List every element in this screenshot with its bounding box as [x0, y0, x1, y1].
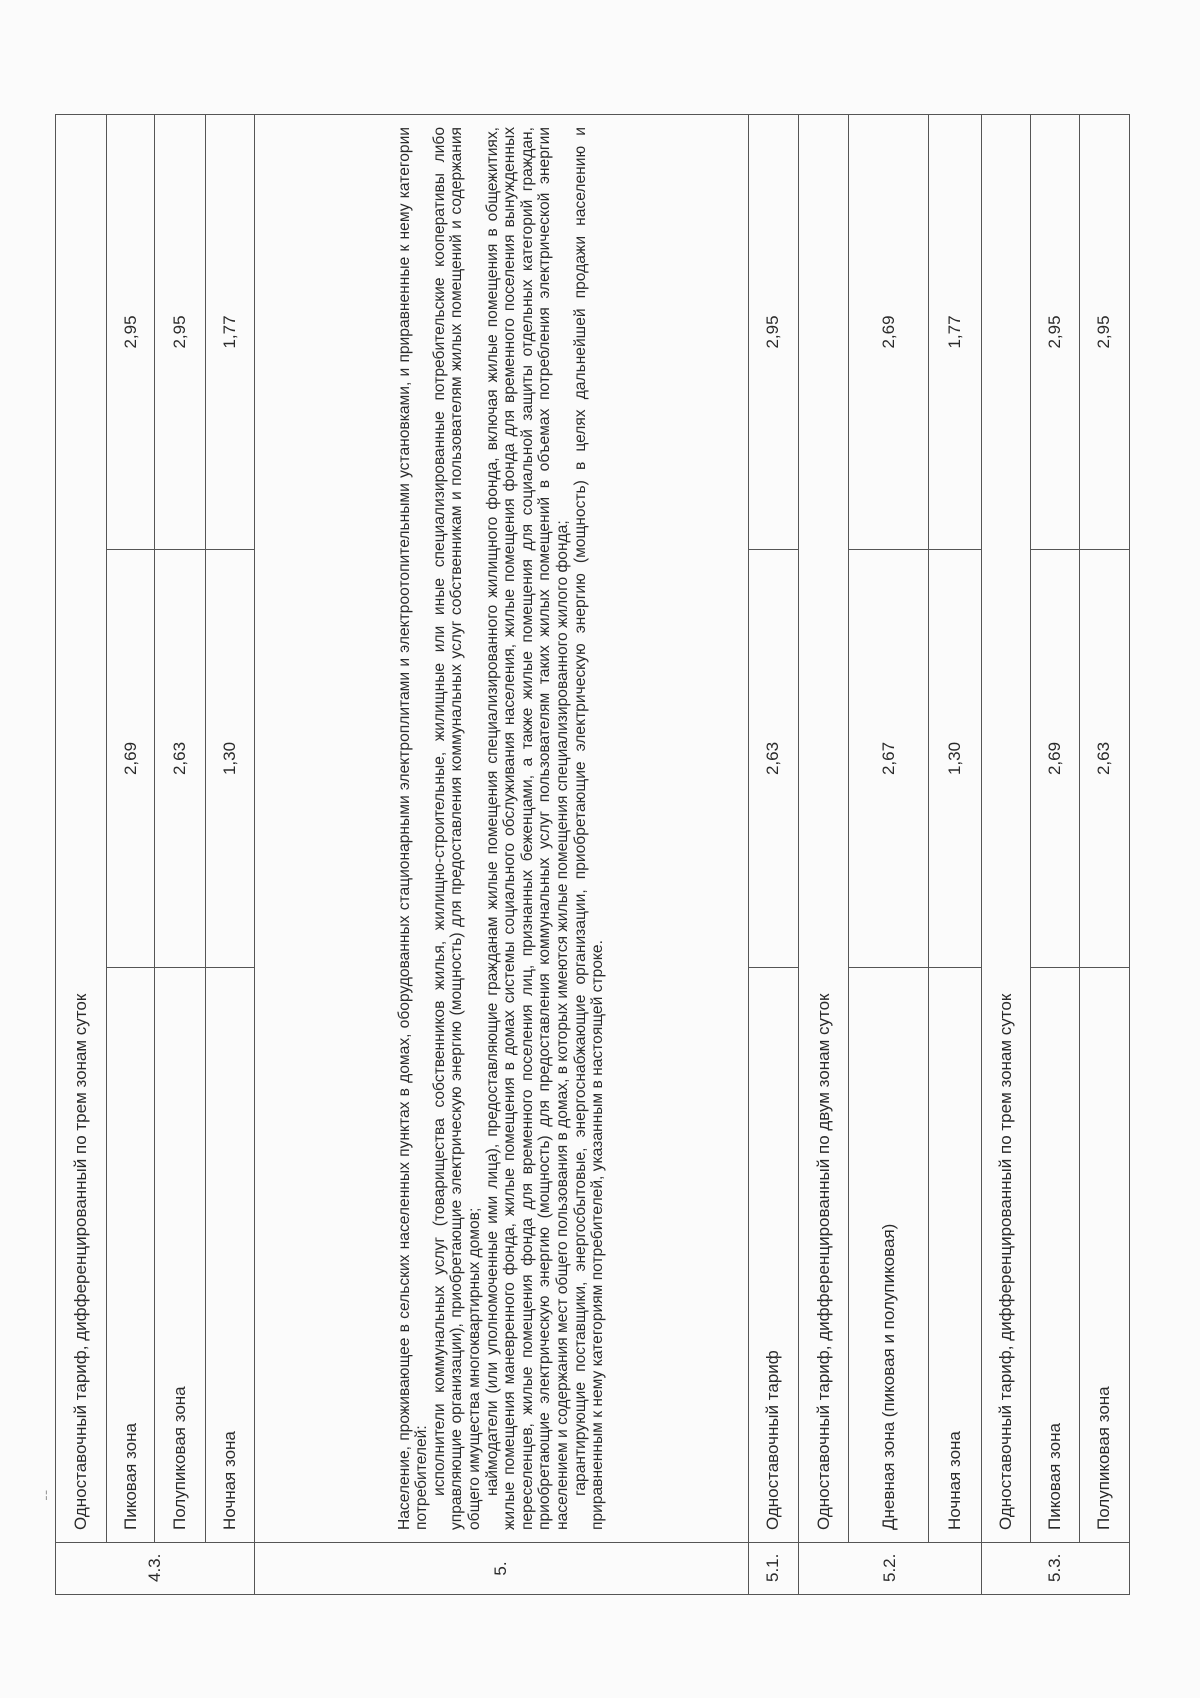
- tariff-value-first-half: 2,69: [1030, 550, 1079, 968]
- table-row: [849, 115, 929, 1595]
- zone-label: Полупиковая зона: [1079, 968, 1129, 1543]
- tariff-label: Одноставочный тариф: [748, 968, 798, 1543]
- description-paragraph: исполнители коммунальных услуг (товарищества собственников жилья, жилищно-строительные, жилищные или иные специализированные потребительские кооперативы либо управляющие организации), приобретающие электрическую энергию (мощность) для предоставления коммунальных услуг собственникам и пользователям жилых помещений и содержания общего имущества многоквартирных домов;: [430, 127, 483, 1530]
- table-row: [1030, 115, 1079, 1595]
- description-paragraph: гарантирующие поставщики, энергосбытовые, энергоснабжающие организации, приобретающие электрическую энергию (мощность) в целях дальнейшей продажи населению и приравненным к нему категориям потребителей, указанным в настоящей строке.: [571, 127, 607, 1530]
- description-paragraph: Население, проживающее в сельских населенных пунктах в домах, оборудованных стационарными электроплитами и электроотопительными установками, и приравненные к нему категории потребителей:: [395, 127, 431, 1530]
- table-row-5-2-title: [798, 115, 848, 1595]
- rotated-tariff-table-wrapper: [55, 115, 1130, 1595]
- tariff-value-first-half: 2,63: [155, 550, 205, 968]
- tariff-value-second-half: 2,69: [849, 115, 929, 550]
- scan-mark: ¦: [45, 1490, 48, 1501]
- row-number: 5.2.: [798, 1543, 981, 1595]
- zone-label: Ночная зона: [205, 968, 254, 1543]
- row-title: Одноставочный тариф, дифференцированный по двум зонам суток: [798, 115, 848, 1543]
- row-number: 5.1.: [748, 1543, 798, 1595]
- tariff-value-second-half: 2,95: [1030, 115, 1079, 550]
- table-row-5-1: [748, 115, 798, 1595]
- table-row: [205, 115, 254, 1595]
- table-row-5: [254, 115, 748, 1595]
- tariff-value-second-half: 2,95: [155, 115, 205, 550]
- table-row: [1079, 115, 1129, 1595]
- table-row: [107, 115, 155, 1595]
- table-row-4-3-title: [56, 115, 107, 1595]
- table-row: [155, 115, 205, 1595]
- row-title: Одноставочный тариф, дифференцированный по трем зонам суток: [981, 115, 1030, 1543]
- zone-label: Пиковая зона: [1030, 968, 1079, 1543]
- tariff-value-first-half: 1,30: [205, 550, 254, 968]
- tariff-value-second-half: 1,77: [929, 115, 982, 550]
- zone-label: Полупиковая зона: [155, 968, 205, 1543]
- tariff-value-first-half: 1,30: [929, 550, 982, 968]
- tariff-value-first-half: 2,63: [1079, 550, 1129, 968]
- row-number: 5.: [254, 1543, 748, 1595]
- description-paragraph: наймодатели (или уполномоченные ими лица), предоставляющие гражданам жилые помещения специализированного жилищного фонда, включая жилые помещения в общежитиях, жилые помещения маневренного фонда, жилые помещения в домах системы социального обслуживания населения, жилые помещения фонда для временного поселения вынужденных переселенцев, жилые помещения фонда для временного поселения лиц, признанных беженцами, а также жилые помещения для социальной защиты отдельных категорий граждан, приобретающие электрическую энергию (мощность) для предоставления коммунальных услуг пользователям таких жилых помещений в объемах потребления электрической энергии населением и содержания мест общего пользования в домах, в которых имеются жилые помещения специализированного жилого фонда;: [483, 127, 571, 1530]
- tariff-value-second-half: 2,95: [1079, 115, 1129, 550]
- zone-label: Ночная зона: [929, 968, 982, 1543]
- tariff-value-first-half: 2,69: [107, 550, 155, 968]
- row-number: 4.3.: [56, 1543, 255, 1595]
- tariff-value-second-half: 2,95: [107, 115, 155, 550]
- zone-label: Дневная зона (пиковая и полупиковая): [849, 968, 929, 1543]
- tariff-value-second-half: 1,77: [205, 115, 254, 550]
- consumer-category-description: [254, 115, 748, 1543]
- tariff-value-first-half: 2,67: [849, 550, 929, 968]
- zone-label: Пиковая зона: [107, 968, 155, 1543]
- tariff-value-first-half: 2,63: [748, 550, 798, 968]
- row-title: Одноставочный тариф, дифференцированный по трем зонам суток: [56, 115, 107, 1543]
- tariff-table: [55, 114, 1130, 1595]
- row-number: 5.3.: [981, 1543, 1129, 1595]
- table-row: [929, 115, 982, 1595]
- tariff-value-second-half: 2,95: [748, 115, 798, 550]
- table-row-5-3-title: [981, 115, 1030, 1595]
